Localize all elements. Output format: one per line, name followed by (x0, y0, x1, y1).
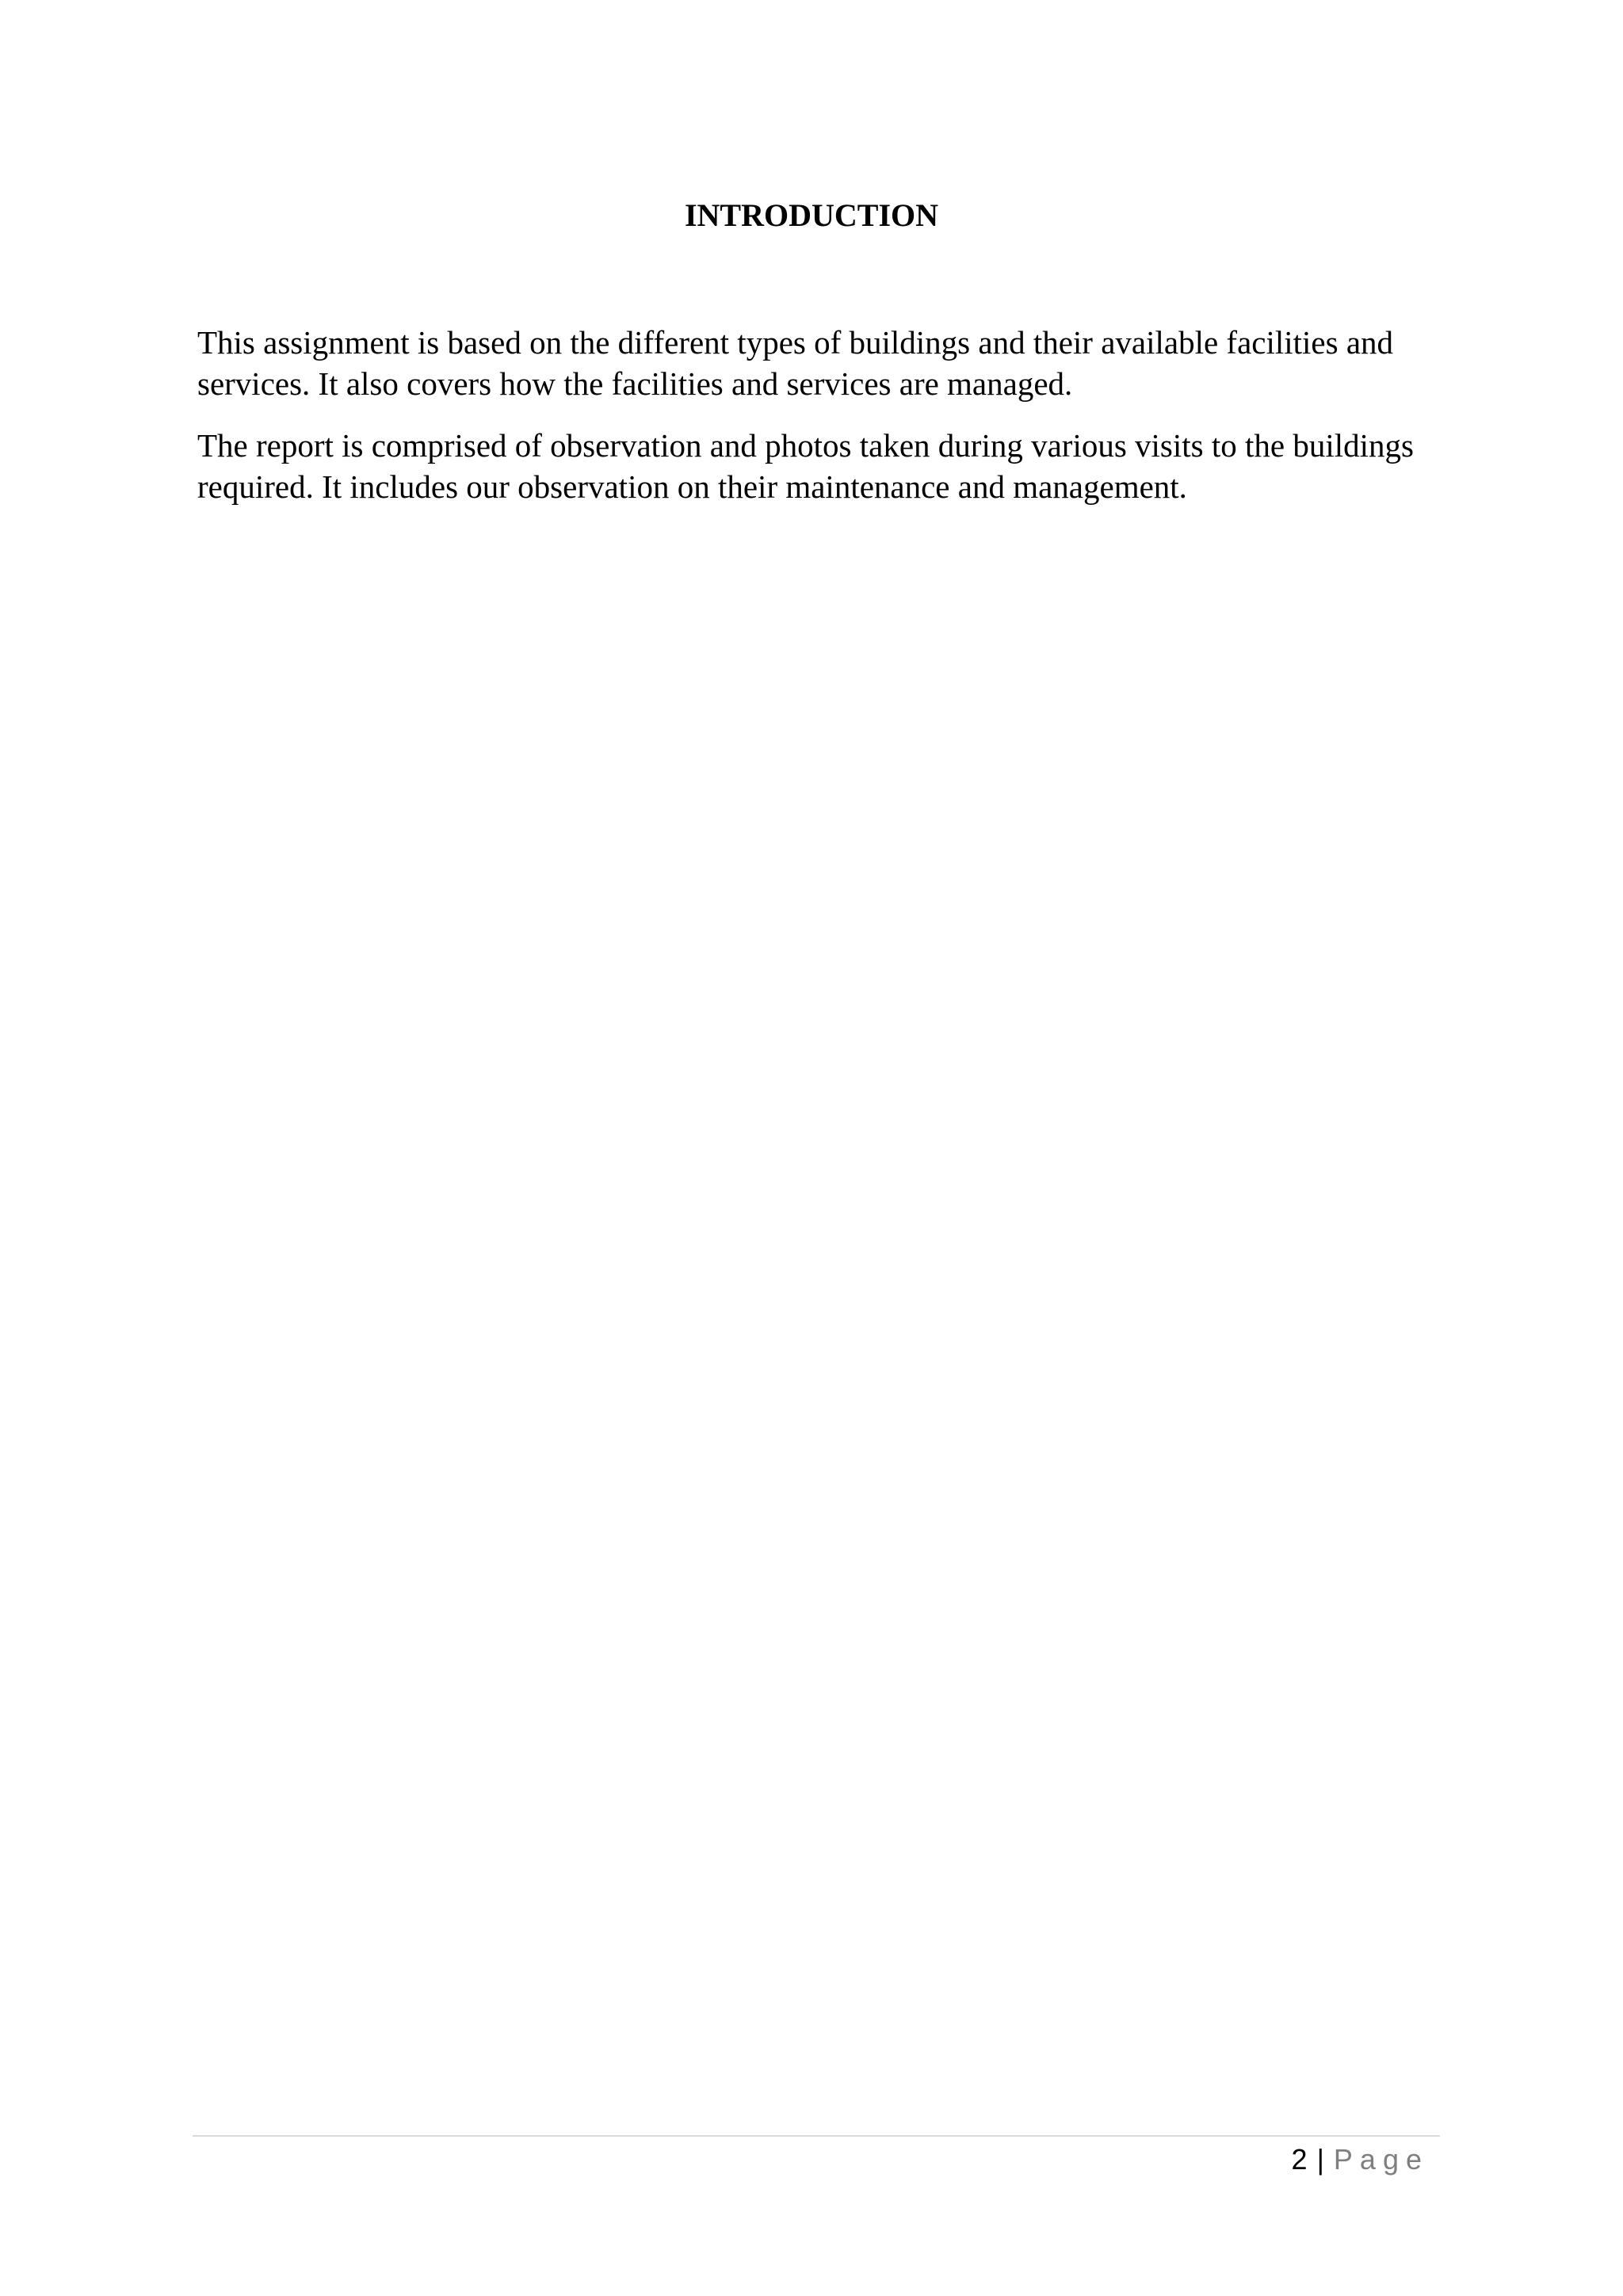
paragraph-1-line-2: services. It also covers how the facilities and services are managed. (197, 365, 1073, 402)
paragraph-1 (197, 322, 1442, 404)
page-number: 2 (1291, 2143, 1308, 2176)
paragraph-2-line-2: required. It includes our observation on their maintenance and management. (197, 468, 1187, 505)
page-heading: INTRODUCTION (684, 197, 939, 233)
footer-divider (193, 2135, 1440, 2137)
paragraph-2 (197, 425, 1442, 507)
footer-separator: | (1316, 2143, 1324, 2176)
paragraph-1-line-1: This assignment is based on the different types of buildings and their available facilities and (197, 324, 1394, 361)
page-label: Page (1333, 2143, 1429, 2176)
paragraph-2-line-1: The report is comprised of observation and photos taken during various visits to the buildings (197, 427, 1414, 464)
page-footer (1292, 2140, 1429, 2179)
